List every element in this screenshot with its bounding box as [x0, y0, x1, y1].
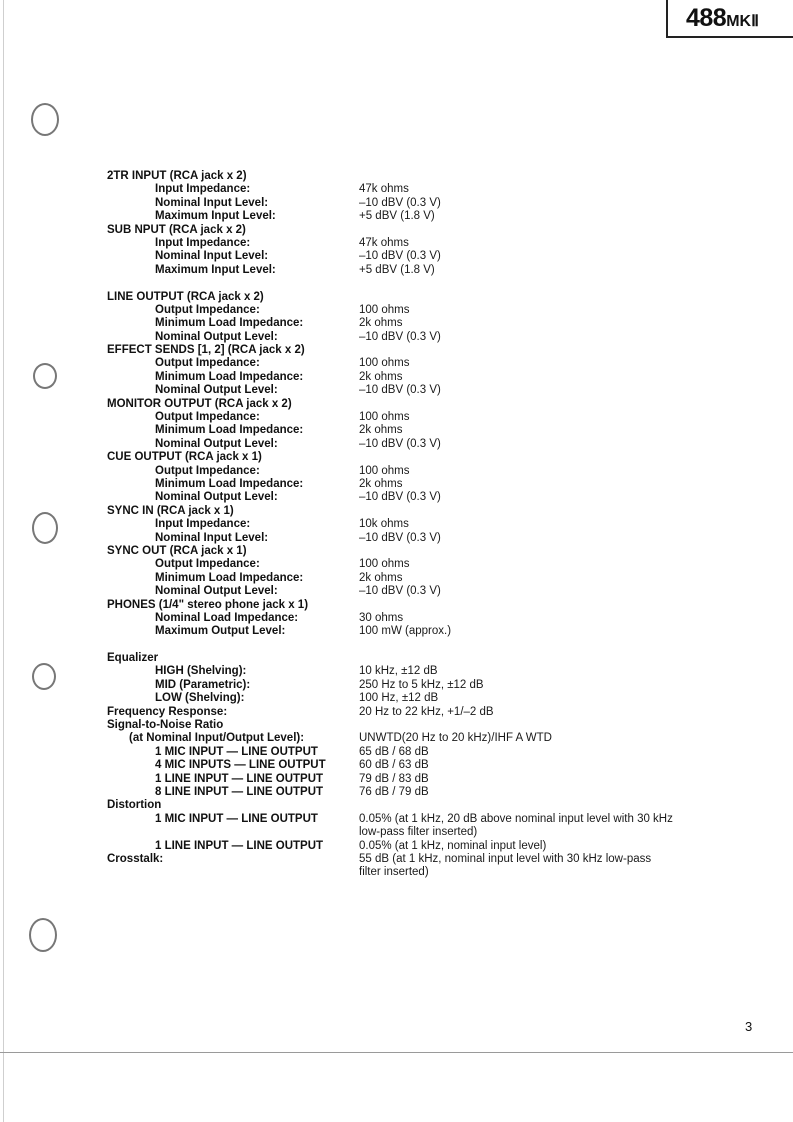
spec-row [107, 518, 747, 531]
spec-row [107, 773, 747, 786]
spec-section-label: Frequency Response: [107, 705, 228, 718]
model-number: 488 [686, 4, 727, 32]
spec-label: Nominal Input Level: [155, 531, 269, 544]
binder-hole-icon [32, 512, 58, 544]
spec-value: –10 dBV (0.3 V) [359, 531, 441, 544]
spec-value: –10 dBV (0.3 V) [359, 491, 441, 504]
spec-row [107, 183, 747, 196]
spec-value: 20 Hz to 22 kHz, +1/–2 dB [359, 705, 494, 718]
spec-label: Input Impedance: [155, 236, 251, 249]
spec-label: Maximum Input Level: [155, 210, 276, 223]
spec-value: 2k ohms [359, 317, 403, 330]
spec-row [107, 331, 747, 344]
spec-row [107, 304, 747, 317]
spec-row [107, 317, 747, 330]
spec-row [107, 572, 747, 585]
spec-section-row [107, 545, 747, 558]
spec-value: 47k ohms [359, 236, 409, 249]
spec-value: 65 dB / 68 dB [359, 745, 429, 758]
spec-label: Nominal Output Level: [155, 384, 278, 397]
spec-row [107, 692, 747, 705]
spec-value: –10 dBV (0.3 V) [359, 437, 441, 450]
spec-value: 2k ohms [359, 370, 403, 383]
spec-value: –10 dBV (0.3 V) [359, 384, 441, 397]
spec-row [107, 585, 747, 598]
spec-section-row [107, 170, 747, 183]
spec-label: 1 MIC INPUT — LINE OUTPUT [155, 745, 318, 758]
spec-section-label: SUB NPUT (RCA jack x 2) [107, 223, 246, 236]
spec-value: 10k ohms [359, 518, 409, 531]
spec-section-label: SYNC IN (RCA jack x 1) [107, 504, 234, 517]
spec-row [107, 465, 747, 478]
spec-section-label: Distortion [107, 799, 162, 812]
spec-value: +5 dBV (1.8 V) [359, 263, 435, 276]
spec-label: 8 LINE INPUT — LINE OUTPUT [155, 785, 324, 798]
spec-section-row [107, 719, 747, 732]
spec-value: 0.05% (at 1 kHz, 20 dB above nominal input level with 30 kHz [359, 812, 673, 825]
spec-row [107, 866, 747, 879]
spec-label: Nominal Load Impedance: [155, 611, 299, 624]
spec-label: Output Impedance: [155, 357, 260, 370]
spec-value: 76 dB / 79 dB [359, 785, 429, 798]
spec-label: Minimum Load Impedance: [155, 424, 304, 437]
spec-value: 2k ohms [359, 424, 403, 437]
spec-row [107, 746, 747, 759]
spec-label: Nominal Input Level: [155, 250, 269, 263]
spec-row [107, 197, 747, 210]
spec-row [107, 665, 747, 678]
spec-label: HIGH (Shelving): [155, 665, 247, 678]
spec-row [107, 813, 747, 826]
spec-label: (at Nominal Input/Output Level): [129, 732, 305, 745]
spec-label: Nominal Output Level: [155, 437, 278, 450]
footer-rule [0, 1052, 793, 1053]
spec-label: Minimum Load Impedance: [155, 370, 304, 383]
spec-section-label: MONITOR OUTPUT (RCA jack x 2) [107, 397, 292, 410]
spec-label: 1 MIC INPUT — LINE OUTPUT [155, 812, 318, 825]
spec-section-row [107, 344, 747, 357]
spec-section-label: Signal-to-Noise Ratio [107, 719, 224, 732]
spec-value: 100 ohms [359, 303, 410, 316]
spec-label: Input Impedance: [155, 183, 251, 196]
spec-row [107, 826, 747, 839]
spec-label: Nominal Output Level: [155, 491, 278, 504]
spec-row [107, 786, 747, 799]
spec-spacer [107, 277, 747, 290]
spec-label: Minimum Load Impedance: [155, 571, 304, 584]
spec-section-row [107, 706, 747, 719]
spec-row [107, 759, 747, 772]
spec-row [107, 491, 747, 504]
spec-row [107, 625, 747, 638]
spec-value: UNWTD(20 Hz to 20 kHz)/IHF A WTD [359, 732, 552, 745]
binder-hole-icon [29, 918, 57, 952]
spec-row [107, 424, 747, 437]
spec-value: 30 ohms [359, 611, 404, 624]
spec-section-label: CUE OUTPUT (RCA jack x 1) [107, 451, 262, 464]
spec-section-row [107, 291, 747, 304]
spec-section-label: 2TR INPUT (RCA jack x 2) [107, 170, 247, 182]
spec-value: 10 kHz, ±12 dB [359, 665, 438, 678]
model-name [686, 4, 759, 33]
spec-section-row [107, 599, 747, 612]
spec-value: –10 dBV (0.3 V) [359, 250, 441, 263]
spec-value: 100 ohms [359, 357, 410, 370]
spec-row [107, 210, 747, 223]
scan-edge [3, 0, 4, 1122]
spec-value: 0.05% (at 1 kHz, nominal input level) [359, 839, 547, 852]
spec-row [107, 384, 747, 397]
spec-row [107, 438, 747, 451]
spec-label: Nominal Input Level: [155, 196, 269, 209]
spec-label: LOW (Shelving): [155, 692, 245, 705]
spec-section-row [107, 398, 747, 411]
spec-label: Output Impedance: [155, 303, 260, 316]
spec-section-row [107, 451, 747, 464]
spec-row [107, 357, 747, 370]
spec-label: 4 MIC INPUTS — LINE OUTPUT [155, 759, 326, 772]
spec-value: –10 dBV (0.3 V) [359, 330, 441, 343]
binder-hole-icon [32, 663, 56, 690]
spec-spacer [107, 639, 747, 652]
spec-label: Maximum Output Level: [155, 625, 286, 638]
spec-value: 55 dB (at 1 kHz, nominal input level with 30 kHz low-pass [359, 852, 652, 865]
spec-label: 1 LINE INPUT — LINE OUTPUT [155, 772, 324, 785]
spec-label: Nominal Output Level: [155, 585, 278, 598]
spec-section-label: Equalizer [107, 652, 159, 665]
spec-value: 79 dB / 83 dB [359, 772, 429, 785]
spec-value: 100 ohms [359, 464, 410, 477]
spec-value: 2k ohms [359, 477, 403, 490]
spec-value: 250 Hz to 5 kHz, ±12 dB [359, 678, 484, 691]
specifications-list [107, 170, 747, 880]
spec-row [107, 612, 747, 625]
page-number: 3 [745, 1019, 753, 1034]
spec-label: 1 LINE INPUT — LINE OUTPUT [155, 839, 324, 852]
spec-value: 100 mW (approx.) [359, 625, 452, 638]
spec-value: +5 dBV (1.8 V) [359, 210, 435, 223]
spec-value: 60 dB / 63 dB [359, 759, 429, 772]
spec-section-label: PHONES (1/4" stereo phone jack x 1) [107, 598, 309, 611]
spec-value: –10 dBV (0.3 V) [359, 585, 441, 598]
spec-label: Nominal Output Level: [155, 330, 278, 343]
spec-row [107, 411, 747, 424]
spec-value: 100 ohms [359, 558, 410, 571]
spec-row [107, 264, 747, 277]
spec-section-row [107, 224, 747, 237]
spec-value: 100 ohms [359, 411, 410, 424]
spec-section-label: LINE OUTPUT (RCA jack x 2) [107, 290, 264, 303]
spec-label: Minimum Load Impedance: [155, 477, 304, 490]
spec-label: Minimum Load Impedance: [155, 317, 304, 330]
spec-section-row [107, 652, 747, 665]
spec-label: Input Impedance: [155, 518, 251, 531]
spec-value: 2k ohms [359, 571, 403, 584]
spec-section-row [107, 799, 747, 812]
spec-label: Maximum Input Level: [155, 263, 276, 276]
model-suffix: MKⅡ [726, 13, 759, 30]
spec-row [107, 840, 747, 853]
spec-section-row [107, 853, 747, 866]
spec-value: –10 dBV (0.3 V) [359, 196, 441, 209]
spec-row [107, 237, 747, 250]
spec-value: 47k ohms [359, 183, 409, 196]
binder-hole-icon [31, 103, 59, 136]
spec-row [107, 558, 747, 571]
spec-label: Output Impedance: [155, 411, 260, 424]
spec-label: MID (Parametric): [155, 678, 251, 691]
binder-hole-icon [33, 363, 57, 389]
spec-row [107, 532, 747, 545]
spec-row [107, 679, 747, 692]
spec-row [107, 250, 747, 263]
spec-row [107, 478, 747, 491]
spec-row [107, 732, 747, 745]
spec-row [107, 371, 747, 384]
spec-label: Output Impedance: [155, 558, 260, 571]
spec-value: 100 Hz, ±12 dB [359, 692, 439, 705]
spec-section-label: EFFECT SENDS [1, 2] (RCA jack x 2) [107, 344, 305, 357]
spec-value: low-pass filter inserted) [359, 826, 478, 839]
spec-section-label: Crosstalk: [107, 852, 164, 865]
spec-value: filter inserted) [359, 866, 429, 879]
spec-section-row [107, 505, 747, 518]
spec-section-label: SYNC OUT (RCA jack x 1) [107, 544, 247, 557]
spec-label: Output Impedance: [155, 464, 260, 477]
